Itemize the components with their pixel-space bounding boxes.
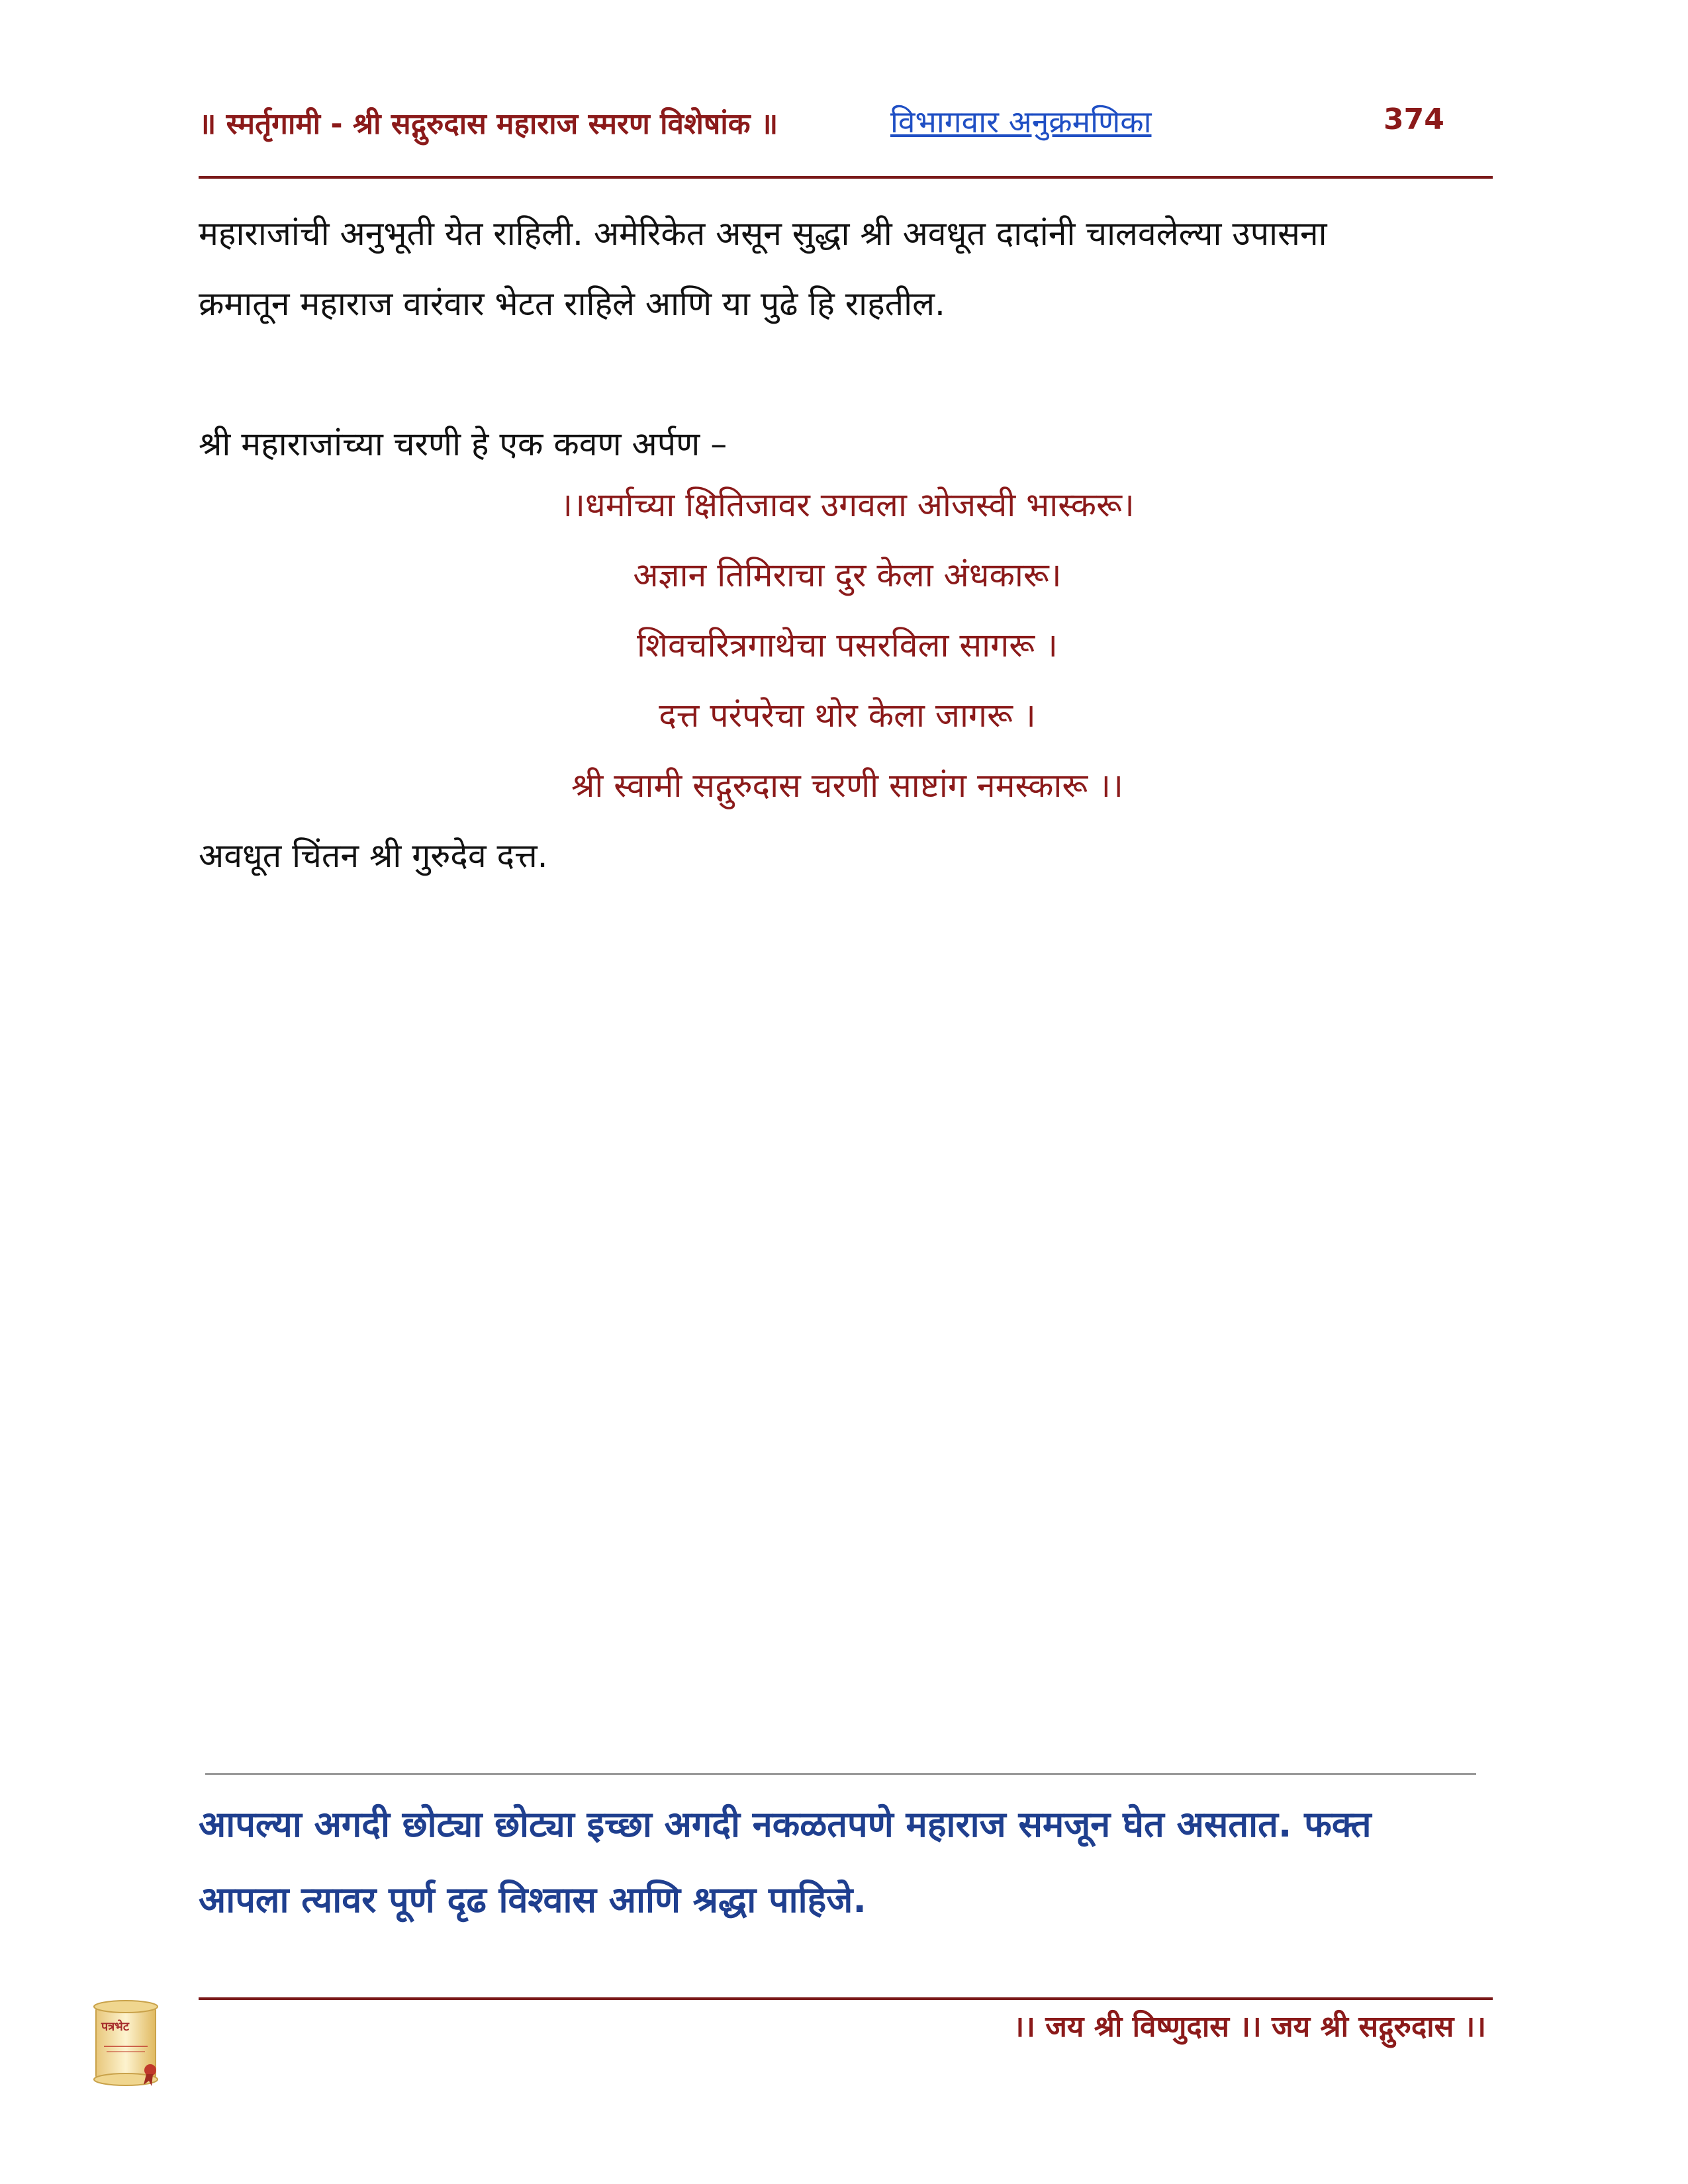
scroll-icon xyxy=(89,1999,162,2091)
poem-line: दत्त परंपरेचा थोर केला जागरू । xyxy=(659,696,1036,735)
poem-line: ।।धर्माच्या क्षितिजावर उगवला ओजस्वी भास्करू। xyxy=(560,486,1135,524)
article-body xyxy=(199,199,1496,479)
page-header xyxy=(199,99,1489,152)
quote-divider xyxy=(205,1773,1476,1775)
section-index-link[interactable]: विभागवार अनुक्रमणिका xyxy=(890,104,1152,140)
poem xyxy=(199,470,1496,821)
body-line: श्री महाराजांच्या चरणी हे एक कवण अर्पण – xyxy=(199,425,727,463)
header-divider xyxy=(199,176,1493,179)
patrabhet-logo xyxy=(89,1999,162,2091)
body-line: महाराजांची अनुभूती येत राहिली. अमेरिकेत असून सुद्धा श्री अवधूत दादांनी चालवलेल्या उपासना xyxy=(199,214,1327,253)
highlight-quote xyxy=(199,1787,1496,1938)
logo-text: पत्रभेट xyxy=(101,2020,129,2034)
page-number: 374 xyxy=(1383,103,1444,136)
poem-line: शिवचरित्रगाथेचा पसरविला सागरू । xyxy=(637,626,1058,664)
footer-divider xyxy=(199,1997,1493,2000)
quote-line: आपल्या अगदी छोट्या छोट्या इच्छा अगदी नकळतपणे महाराज समजून घेत असतात. फक्त xyxy=(199,1803,1372,1845)
paragraph-gap xyxy=(199,339,1496,409)
quote-line: आपला त्यावर पूर्ण दृढ विश्वास आणि श्रद्धा पाहिजे. xyxy=(199,1879,867,1921)
footer-salutation: ।। जय श्री विष्णुदास ।। जय श्री सद्गुरुदास ।। xyxy=(1013,2010,1486,2044)
publication-title: ॥ स्मर्तृगामी - श्री सद्गुरुदास महाराज स्मरण विशेषांक ॥ xyxy=(199,107,778,141)
body-line: क्रमातून महाराज वारंवार भेटत राहिले आणि या पुढे हि राहतील. xyxy=(199,285,945,323)
closing-line: अवधूत चिंतन श्री गुरुदेव दत्त. xyxy=(199,837,548,875)
poem-line: अज्ञान तिमिराचा दुर केला अंधकारू। xyxy=(633,556,1062,594)
poem-line: श्री स्वामी सद्गुरुदास चरणी साष्टांग नमस्कारू ।। xyxy=(571,766,1123,805)
